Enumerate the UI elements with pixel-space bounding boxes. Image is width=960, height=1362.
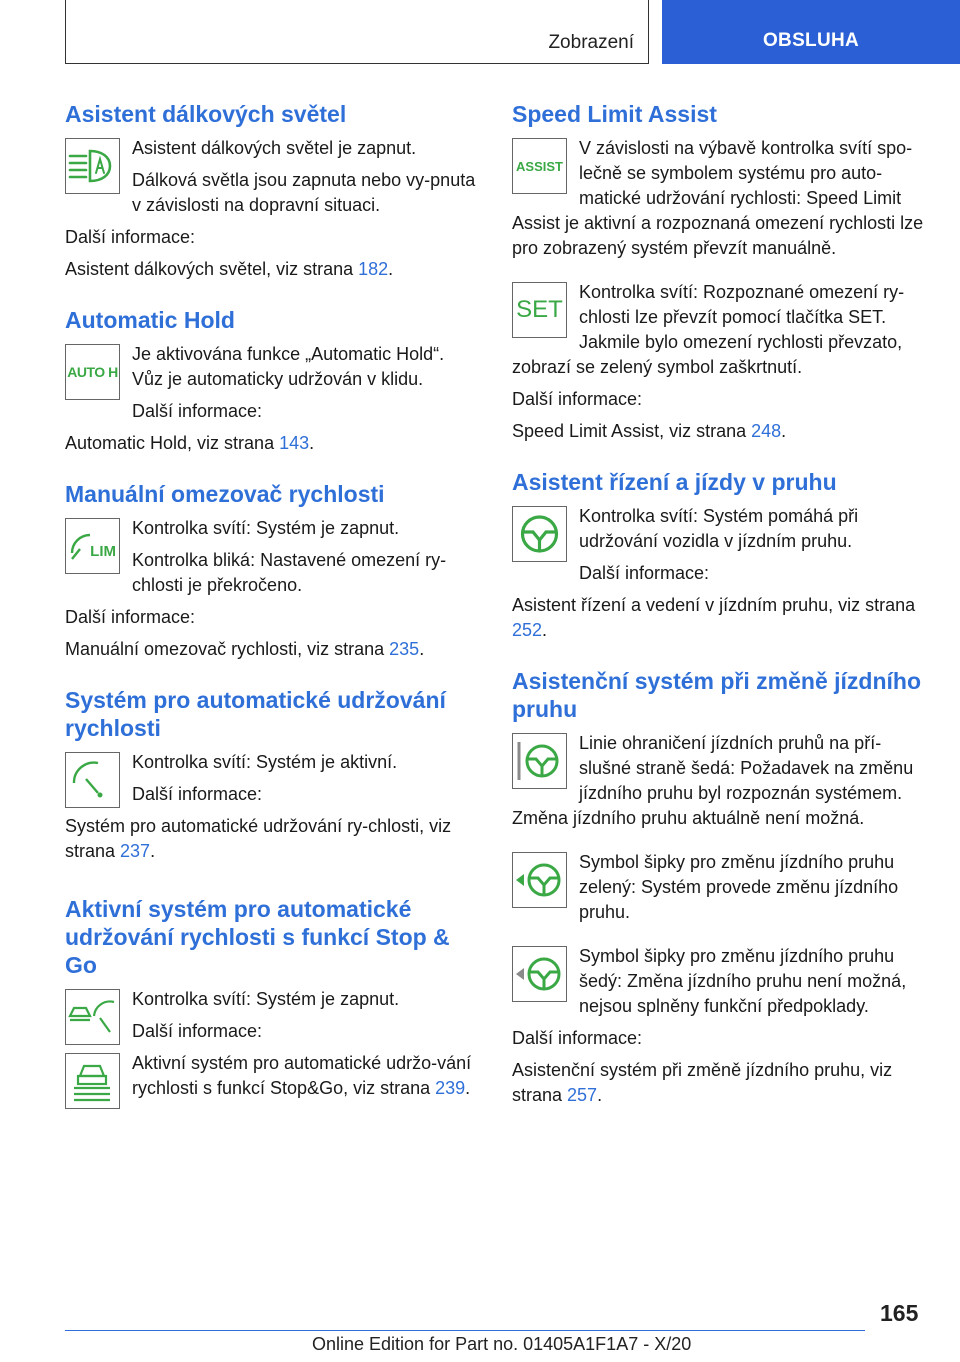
acc-vehicle-icon [65, 1053, 120, 1109]
section-title: Aktivní systém pro automatické udržování rychlosti s funkcí Stop & Go [65, 896, 450, 978]
paragraph: Kontrolka svítí: Systém je zapnut. [132, 989, 400, 1009]
reference-text: Automatic Hold, viz strana [65, 433, 280, 453]
set-label: SET [516, 296, 563, 323]
reference-text: Systém pro automatické udržování ry-chlosti, viz strana [65, 816, 452, 861]
page-link[interactable]: 252 [512, 620, 543, 640]
section-steering-assist [512, 468, 930, 643]
reference-end: . [781, 421, 787, 441]
section-speed-limit-assist [512, 100, 930, 444]
chapter-tab-label: OBSLUHA [762, 30, 860, 51]
more-info-label: Další informace: [512, 1028, 643, 1048]
more-info-label: Další informace: [132, 401, 263, 421]
reference [512, 593, 930, 643]
speed-limiter-icon [65, 518, 120, 574]
lane-change-left-green-icon [512, 852, 567, 908]
page-link[interactable]: 239 [435, 1078, 466, 1098]
paragraph: Kontrolka svítí: Systém je zapnut. [132, 518, 400, 538]
paragraph: Symbol šipky pro změnu jízdního pruhu šedý: Změna jízdního pruhu není možná, nejsou splněny funkční předpoklady. [579, 946, 907, 1016]
reference-text: Aktivní systém pro automatické udržo-vání rychlosti s funkcí Stop&Go, viz strana [132, 1053, 472, 1098]
paragraph: Kontrolka svítí: Systém pomáhá při udržování vozidla v jízdním pruhu. [579, 506, 859, 551]
more-info-label: Další informace: [65, 607, 196, 627]
reference-end: . [419, 639, 425, 659]
reference [65, 637, 480, 662]
lane-change-left-grey-icon [512, 946, 567, 1002]
reference [65, 814, 480, 864]
paragraph: Kontrolka svítí: Systém je aktivní. [132, 752, 398, 772]
more-info-label: Další informace: [65, 227, 196, 247]
reference-text: Asistent dálkových světel, viz strana [65, 259, 359, 279]
footer-divider [65, 1330, 865, 1331]
section-title: Manuální omezovač rychlosti [65, 481, 385, 507]
reference-end: . [309, 433, 315, 453]
acc-stop-go-icon [65, 989, 120, 1045]
page-link[interactable]: 235 [389, 639, 420, 659]
reference-end: . [597, 1085, 603, 1105]
paragraph: V závislosti na výbavě kontrolka svítí spo-lečně se symbolem systému pro auto-matické udržování rychlosti: Speed Limit Assist je aktivní a rozpoznaná omezení rychlosti lze pro zobrazený systém převzít manuálně. [512, 138, 924, 258]
reference [512, 1058, 930, 1108]
reference [65, 1051, 480, 1101]
header-chapter-box [65, 0, 649, 64]
page-link[interactable]: 182 [358, 259, 389, 279]
reference-end: . [542, 620, 548, 640]
high-beam-assist-icon [65, 138, 120, 194]
chapter-title: Zobrazení [548, 32, 634, 53]
chapter-tab[interactable] [662, 0, 960, 64]
more-info-label: Další informace: [132, 784, 263, 804]
section-title: Asistent řízení a jízdy v pruhu [512, 469, 837, 495]
section-speed-limiter [65, 480, 480, 662]
section-title: Speed Limit Assist [512, 101, 717, 127]
section-cruise-control [65, 686, 480, 871]
more-info-label: Další informace: [132, 1021, 263, 1041]
paragraph: Je aktivována funkce „Automatic Hold“. Vůz je automaticky udržován v klidu. [132, 344, 445, 389]
section-title: Asistenční systém při změně jízdního pruhu [512, 668, 921, 722]
auto-hold-icon [65, 344, 120, 400]
paragraph: Asistent dálkových světel je zapnut. [132, 138, 417, 158]
section-title: Asistent dálkových světel [65, 101, 347, 127]
paragraph: Dálková světla jsou zapnuta nebo vy-pnuta v závislosti na dopravní situaci. [132, 170, 476, 215]
more-info-label: Další informace: [512, 389, 643, 409]
right-column [512, 100, 930, 1115]
paragraph: Symbol šipky pro změnu jízdního pruhu zelený: Systém provede změnu jízdního pruhu. [579, 852, 899, 922]
section-high-beam-assist [65, 100, 480, 282]
reference-end: . [388, 259, 394, 279]
reference-text: Asistenční systém při změně jízdního pruhu, viz strana [512, 1060, 893, 1105]
left-column [65, 100, 480, 1113]
reference [65, 257, 480, 282]
paragraph: Kontrolka svítí: Rozpoznané omezení ry-chlosti lze převzít pomocí tlačítka SET. Jakmile bylo omezení rychlosti převzato, zobrazí se zelený symbol zaškrtnutí. [512, 282, 905, 377]
section-title: Automatic Hold [65, 307, 235, 333]
auto-hold-label: AUTO H [67, 364, 118, 380]
cruise-control-icon [65, 752, 120, 808]
more-info-label: Další informace: [579, 563, 710, 583]
reference [65, 431, 480, 456]
limiter-label: LIM [90, 542, 116, 560]
page-link[interactable]: 143 [279, 433, 310, 453]
section-automatic-hold [65, 306, 480, 456]
reference-text: Manuální omezovač rychlosti, viz strana [65, 639, 390, 659]
lane-change-icon [512, 733, 567, 789]
reference-end: . [465, 1078, 471, 1098]
section-lane-change [512, 667, 930, 1108]
page-number: 165 [880, 1300, 919, 1326]
page-link[interactable]: 248 [751, 421, 782, 441]
reference-text: Asistent řízení a vedení v jízdním pruhu, viz strana [512, 595, 916, 615]
page-link[interactable]: 237 [120, 841, 151, 861]
reference-text: Speed Limit Assist, viz strana [512, 421, 752, 441]
assist-label: ASSIST [516, 158, 563, 174]
page-link[interactable]: 257 [567, 1085, 598, 1105]
section-title: Systém pro automatické udržování rychlosti [65, 687, 446, 741]
speed-limit-assist-icon [512, 138, 567, 194]
footer-edition: Online Edition for Part no. 01405A1F1A7 - X/20 [312, 1334, 692, 1354]
set-icon [512, 282, 567, 338]
steering-assist-icon [512, 506, 567, 562]
section-acc-stop-go [65, 895, 480, 1113]
reference [512, 419, 930, 444]
paragraph: Kontrolka bliká: Nastavené omezení ry-chlosti je překročeno. [132, 550, 447, 595]
reference-end: . [150, 841, 156, 861]
paragraph: Linie ohraničení jízdních pruhů na pří-slušné straně šedá: Požadavek na změnu jízdního pruhu byl rozpoznán systémem. Změna jízdního pruhu aktuálně není možná. [512, 733, 914, 828]
